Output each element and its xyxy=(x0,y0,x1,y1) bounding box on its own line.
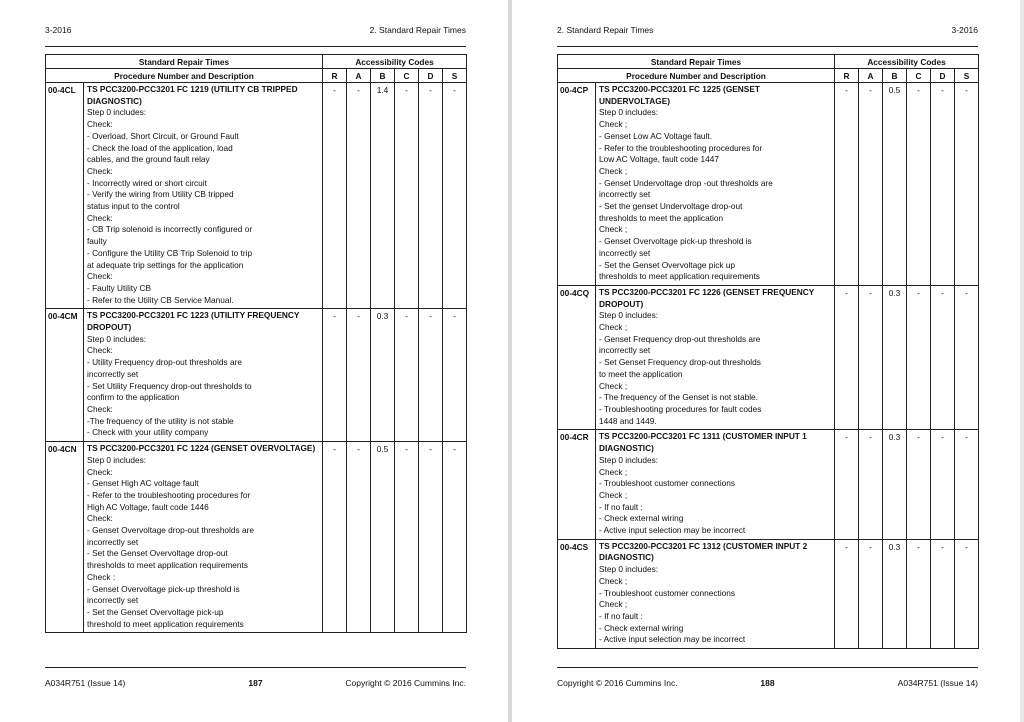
procedure-step-line: - Refer to the troubleshooting procedures for xyxy=(599,142,763,153)
page-number: 187 xyxy=(248,678,263,688)
access-code-value-c: - xyxy=(907,430,931,539)
footer-copyright: Copyright © 2016 Cummins Inc. xyxy=(345,678,466,688)
procedure-step-line: Step 0 includes: xyxy=(599,454,659,465)
procedure-step-line: thresholds to meet application requirements xyxy=(599,271,760,282)
procedure-title: TS PCC3200-PCC3201 FC 1223 (UTILITY FREQUENCY DROPOUT) xyxy=(87,310,300,333)
procedure-step-line: thresholds to meet the application xyxy=(599,212,724,223)
header-date: 3-2016 xyxy=(951,25,978,35)
procedure-step-line: Check : xyxy=(87,571,116,582)
table-column-row xyxy=(558,69,979,83)
procedure-step-line: - Incorrectly wired or short circuit xyxy=(87,177,207,188)
column-procedure-description: Procedure Number and Description xyxy=(558,69,835,83)
procedure-step-line: - Check external wiring xyxy=(599,622,684,633)
procedure-step-line: - Active input selection may be incorrect xyxy=(599,525,746,536)
procedure-step-line: - Genset Overvoltage pick-up threshold is xyxy=(87,583,240,594)
procedure-step-line: cables, and the ground fault relay xyxy=(87,154,210,165)
accessibility-codes-title: Accessibility Codes xyxy=(835,55,979,69)
procedure-step-line: - Genset Overvoltage pick-up threshold is xyxy=(599,236,752,247)
access-code-value-d: - xyxy=(419,442,443,633)
procedure-description xyxy=(84,442,323,633)
procedure-step-line: incorrectly set xyxy=(87,368,139,379)
table-header-row xyxy=(558,55,979,69)
column-code-s: S xyxy=(955,69,979,83)
procedure-description xyxy=(596,285,835,429)
procedure-title: TS PCC3200-PCC3201 FC 1311 (CUSTOMER INPUT 1 DIAGNOSTIC) xyxy=(599,431,807,454)
procedure-step-line: status input to the control xyxy=(87,201,180,212)
access-code-value-a: - xyxy=(859,83,883,286)
procedure-step-line: - Set Utility Frequency drop-out thresholds to xyxy=(87,380,252,391)
procedure-step-line: Check: xyxy=(87,403,113,414)
page-footer xyxy=(557,678,978,690)
header-section: 2. Standard Repair Times xyxy=(557,25,654,35)
table-row xyxy=(558,83,979,286)
procedure-title: TS PCC3200-PCC3201 FC 1226 (GENSET FREQUENCY DROPOUT) xyxy=(599,286,815,309)
procedure-step-line: Step 0 includes: xyxy=(87,107,147,118)
procedure-title: TS PCC3200-PCC3201 FC 1312 (CUSTOMER INPUT 2 DIAGNOSTIC) xyxy=(599,540,808,563)
access-code-value-c: - xyxy=(907,83,931,286)
procedure-step-line: - If no fault : xyxy=(599,610,643,621)
procedure-step-line: - Check the load of the application, load xyxy=(87,142,233,153)
access-code-value-b: 0.3 xyxy=(883,539,907,648)
procedure-step-line: Check ; xyxy=(599,165,628,176)
procedure-description xyxy=(84,309,323,442)
procedure-step-line: - Check external wiring xyxy=(599,513,684,524)
procedure-description xyxy=(84,83,323,309)
procedure-step-line: confirm to the application xyxy=(87,392,180,403)
access-code-value-c: - xyxy=(907,539,931,648)
procedure-step-line: - The frequency of the Genset is not stable. xyxy=(599,392,758,403)
procedure-step-line: - Genset High AC voltage fault xyxy=(87,478,199,489)
repair-times-table xyxy=(45,54,467,633)
access-code-value-d: - xyxy=(931,539,955,648)
footer-rule xyxy=(45,667,466,668)
table-row xyxy=(558,430,979,539)
procedure-step-line: Check ; xyxy=(599,380,628,391)
accessibility-codes-title: Accessibility Codes xyxy=(323,55,467,69)
procedure-step-line: Check ; xyxy=(599,575,628,586)
table-row xyxy=(558,539,979,648)
access-code-value-b: 1.4 xyxy=(371,83,395,309)
column-code-c: C xyxy=(395,69,419,83)
column-code-d: D xyxy=(419,69,443,83)
procedure-step-line: Step 0 includes: xyxy=(599,310,659,321)
procedure-step-line: - Genset Frequency drop-out thresholds are xyxy=(599,333,761,344)
procedure-step-line: - Verify the wiring from Utility CB tripped xyxy=(87,189,234,200)
header-rule xyxy=(557,46,978,47)
procedure-step-line: - Troubleshoot customer connections xyxy=(599,478,736,489)
column-code-b: B xyxy=(371,69,395,83)
procedure-step-line: - Set the Genset Overvoltage pick-up xyxy=(87,606,224,617)
access-code-value-b: 0.5 xyxy=(883,83,907,286)
access-code-value-d: - xyxy=(931,430,955,539)
procedure-step-line: Check ; xyxy=(599,224,628,235)
procedure-step-line: Step 0 includes: xyxy=(87,454,147,465)
page-header xyxy=(45,25,466,37)
header-date: 3-2016 xyxy=(45,25,72,35)
procedure-step-line: incorrectly set xyxy=(599,189,651,200)
procedure-step-line: -The frequency of the utility is not stable xyxy=(87,415,234,426)
procedure-step-line: Check: xyxy=(87,271,113,282)
procedure-step-line: - Troubleshoot customer connections xyxy=(599,587,736,598)
procedure-step-line: 1448 and 1449. xyxy=(599,415,657,426)
procedure-step-line: - Utility Frequency drop-out thresholds are xyxy=(87,357,242,368)
table-row xyxy=(558,285,979,429)
procedure-step-line: - Configure the Utility CB Trip Solenoid to trip xyxy=(87,247,253,258)
access-code-value-a: - xyxy=(347,309,371,442)
access-code-value-r: - xyxy=(835,430,859,539)
procedure-step-line: - If no fault : xyxy=(599,501,643,512)
procedure-step-line: High AC Voltage, fault code 1446 xyxy=(87,501,209,512)
procedure-step-line: - Overload, Short Circuit, or Ground Fault xyxy=(87,130,239,141)
footer-copyright: Copyright © 2016 Cummins Inc. xyxy=(557,678,678,688)
procedure-step-line: incorrectly set xyxy=(87,595,139,606)
table-row xyxy=(46,442,467,633)
column-code-s: S xyxy=(443,69,467,83)
procedure-step-line: thresholds to meet application requirements xyxy=(87,560,248,571)
page-footer xyxy=(45,678,466,690)
access-code-value-a: - xyxy=(859,430,883,539)
procedure-step-line: at adequate trip settings for the application xyxy=(87,259,244,270)
procedure-step-line: Check: xyxy=(87,513,113,524)
procedure-step-line: faulty xyxy=(87,236,107,247)
access-code-value-r: - xyxy=(835,83,859,286)
table-header-row xyxy=(46,55,467,69)
document-page-right xyxy=(512,0,1020,722)
access-code-value-s: - xyxy=(955,539,979,648)
access-code-value-b: 0.3 xyxy=(883,430,907,539)
procedure-step-line: Step 0 includes: xyxy=(87,333,147,344)
access-code-value-r: - xyxy=(323,309,347,442)
column-code-r: R xyxy=(835,69,859,83)
procedure-step-line: Check: xyxy=(87,165,113,176)
procedure-step-line: Check ; xyxy=(599,322,628,333)
column-code-c: C xyxy=(907,69,931,83)
page-header xyxy=(557,25,978,37)
table-title: Standard Repair Times xyxy=(558,55,835,69)
procedure-step-line: Low AC Voltage, fault code 1447 xyxy=(599,154,719,165)
procedure-step-line: Check ; xyxy=(599,489,628,500)
procedure-step-line: - Refer to the troubleshooting procedures for xyxy=(87,489,251,500)
procedure-number: 00-4CS xyxy=(558,539,596,648)
procedure-step-line: incorrectly set xyxy=(599,247,651,258)
document-page-left xyxy=(0,0,508,722)
procedure-description xyxy=(596,430,835,539)
access-code-value-a: - xyxy=(347,83,371,309)
access-code-value-s: - xyxy=(955,83,979,286)
procedure-step-line: Check ; xyxy=(599,466,628,477)
procedure-step-line: - Genset Overvoltage drop-out thresholds are xyxy=(87,525,254,536)
procedure-number: 00-4CQ xyxy=(558,285,596,429)
access-code-value-s: - xyxy=(443,83,467,309)
procedure-step-line: Check: xyxy=(87,212,113,223)
page-number: 188 xyxy=(760,678,775,688)
procedure-step-line: - Set the Genset Overvoltage drop-out xyxy=(87,548,228,559)
procedure-number: 00-4CN xyxy=(46,442,84,633)
procedure-step-line: - Genset Undervoltage drop -out thresholds are xyxy=(599,177,773,188)
access-code-value-b: 0.3 xyxy=(883,285,907,429)
access-code-value-s: - xyxy=(955,430,979,539)
access-code-value-a: - xyxy=(859,539,883,648)
procedure-step-line: - Refer to the Utility CB Service Manual. xyxy=(87,294,234,305)
procedure-number: 00-4CM xyxy=(46,309,84,442)
procedure-step-line: - Active input selection may be incorrect xyxy=(599,634,746,645)
procedure-title: TS PCC3200-PCC3201 FC 1224 (GENSET OVERVOLTAGE) xyxy=(87,443,316,454)
access-code-value-d: - xyxy=(419,83,443,309)
repair-times-table xyxy=(557,54,979,649)
column-code-b: B xyxy=(883,69,907,83)
procedure-title: TS PCC3200-PCC3201 FC 1219 (UTILITY CB TRIPPED DIAGNOSTIC) xyxy=(87,84,298,106)
access-code-value-b: 0.3 xyxy=(371,309,395,442)
column-code-r: R xyxy=(323,69,347,83)
access-code-value-a: - xyxy=(347,442,371,633)
access-code-value-r: - xyxy=(835,285,859,429)
procedure-step-line: - Set the genset Undervoltage drop-out xyxy=(599,201,743,212)
access-code-value-s: - xyxy=(443,442,467,633)
column-code-d: D xyxy=(931,69,955,83)
access-code-value-a: - xyxy=(859,285,883,429)
access-code-value-d: - xyxy=(931,83,955,286)
procedure-step-line: Check: xyxy=(87,466,113,477)
procedure-step-line: Check: xyxy=(87,119,113,130)
access-code-value-c: - xyxy=(907,285,931,429)
procedure-description xyxy=(596,83,835,286)
procedure-step-line: to meet the application xyxy=(599,368,683,379)
procedure-step-line: Check: xyxy=(87,345,113,356)
column-code-a: A xyxy=(859,69,883,83)
procedure-step-line: - Faulty Utility CB xyxy=(87,282,152,293)
procedure-step-line: - CB Trip solenoid is incorrectly configured or xyxy=(87,224,253,235)
table-column-row xyxy=(46,69,467,83)
procedure-step-line: - Check with your utility company xyxy=(87,427,209,438)
access-code-value-c: - xyxy=(395,83,419,309)
procedure-description xyxy=(596,539,835,648)
procedure-step-line: incorrectly set xyxy=(599,345,651,356)
header-section: 2. Standard Repair Times xyxy=(369,25,466,35)
access-code-value-b: 0.5 xyxy=(371,442,395,633)
procedure-step-line: - Set Genset Frequency drop-out thresholds xyxy=(599,357,761,368)
access-code-value-d: - xyxy=(931,285,955,429)
procedure-step-line: - Set the Genset Overvoltage pick up xyxy=(599,259,736,270)
column-code-a: A xyxy=(347,69,371,83)
procedure-step-line: Check ; xyxy=(599,119,628,130)
procedure-step-line: Step 0 includes: xyxy=(599,107,659,118)
procedure-step-line: Step 0 includes: xyxy=(599,564,659,575)
procedure-step-line: Check ; xyxy=(599,599,628,610)
footer-doc-number: A034R751 (Issue 14) xyxy=(897,678,978,688)
access-code-value-d: - xyxy=(419,309,443,442)
table-row xyxy=(46,83,467,309)
procedure-step-line: - Troubleshooting procedures for fault codes xyxy=(599,403,762,414)
access-code-value-s: - xyxy=(443,309,467,442)
access-code-value-s: - xyxy=(955,285,979,429)
table-row xyxy=(46,309,467,442)
procedure-step-line: - Genset Low AC Voltage fault. xyxy=(599,130,712,141)
procedure-title: TS PCC3200-PCC3201 FC 1225 (GENSET UNDERVOLTAGE) xyxy=(599,84,760,106)
access-code-value-c: - xyxy=(395,309,419,442)
procedure-number: 00-4CP xyxy=(558,83,596,286)
access-code-value-c: - xyxy=(395,442,419,633)
procedure-step-line: incorrectly set xyxy=(87,536,139,547)
procedure-step-line: threshold to meet application requirements xyxy=(87,618,244,629)
column-procedure-description: Procedure Number and Description xyxy=(46,69,323,83)
procedure-number: 00-4CL xyxy=(46,83,84,309)
access-code-value-r: - xyxy=(323,442,347,633)
table-title: Standard Repair Times xyxy=(46,55,323,69)
footer-rule xyxy=(557,667,978,668)
header-rule xyxy=(45,46,466,47)
procedure-number: 00-4CR xyxy=(558,430,596,539)
footer-doc-number: A034R751 (Issue 14) xyxy=(45,678,126,688)
access-code-value-r: - xyxy=(835,539,859,648)
access-code-value-r: - xyxy=(323,83,347,309)
